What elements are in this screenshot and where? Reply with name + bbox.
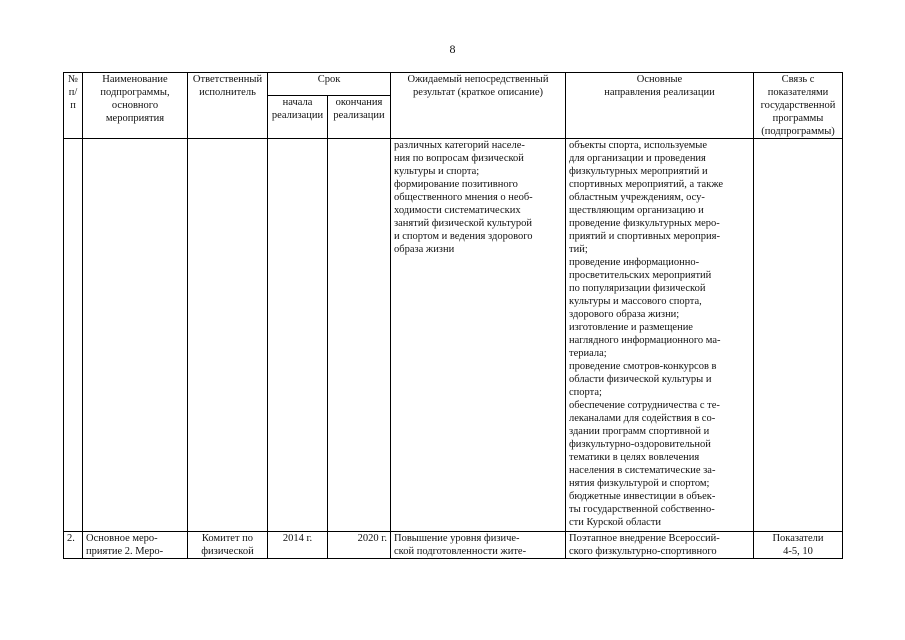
row2-num: 2.: [64, 532, 83, 559]
cell-link: [754, 139, 843, 532]
cell-start: [268, 139, 328, 532]
row2-directions: Поэтапное внедрение Всероссий- ского физкультурно-спортивного: [566, 532, 754, 559]
header-term-start: начала реализации: [268, 95, 328, 138]
cell-num: [64, 139, 83, 532]
header-term: Срок: [268, 73, 391, 96]
table-row-2: [64, 532, 843, 559]
header-row-1: [64, 73, 843, 96]
row2-responsible: Комитет по физической: [188, 532, 268, 559]
header-num: № п/п: [64, 73, 83, 139]
cell-responsible: [188, 139, 268, 532]
cell-end: [328, 139, 391, 532]
header-link: Связь с показателями государственной программы (подпрограммы): [754, 73, 843, 139]
header-result: Ожидаемый непосредственный результат (краткое описание): [391, 73, 566, 139]
cell-name: [83, 139, 188, 532]
page-number: 8: [449, 42, 456, 56]
header-directions: Основные направления реализации: [566, 73, 754, 139]
row2-end: 2020 г.: [328, 532, 391, 559]
row2-link: Показатели 4-5, 10: [754, 532, 843, 559]
row2-result: Повышение уровня физиче- ской подготовленности жите-: [391, 532, 566, 559]
header-name: Наименование подпрограммы, основного мероприятия: [83, 73, 188, 139]
row2-name: Основное меро- приятие 2. Меро-: [83, 532, 188, 559]
program-table: [63, 72, 843, 559]
cell-result: различных категорий населе- ния по вопросам физической культуры и спорта; формирование позитивного общественного мнения о необ- ходимости систематических занятий физической культурой и спортом и ведения здорового образа жизни: [391, 139, 566, 532]
header-responsible: Ответственный исполнитель: [188, 73, 268, 139]
row2-start: 2014 г.: [268, 532, 328, 559]
cell-directions: объекты спорта, используемые для организации и проведения физкультурных мероприятий и спортивных мероприятий, а также областным учреждениям, осу- ществляющим организацию и проведение физкультурных меро- приятий и спортивных мероприя- тий; проведение информационно- просветительских мероприятий по популяризации физической культуры и массового спорта, здорового образа жизни; изготовление и размещение наглядного информационного ма- териала; проведение смотров-конкурсов в области физической культуры и спорта; обеспечение сотрудничества с те- леканалами для содействия в со- здании программ спортивной и физкультурно-оздоровительной тематики в целях вовлечения населения в систематические за- нятия физкультурой и спортом; бюджетные инвестиции в объек- ты государственной собственно- сти Курской области: [566, 139, 754, 532]
table-row-continued: [64, 139, 843, 532]
header-term-end: окончания реализации: [328, 95, 391, 138]
